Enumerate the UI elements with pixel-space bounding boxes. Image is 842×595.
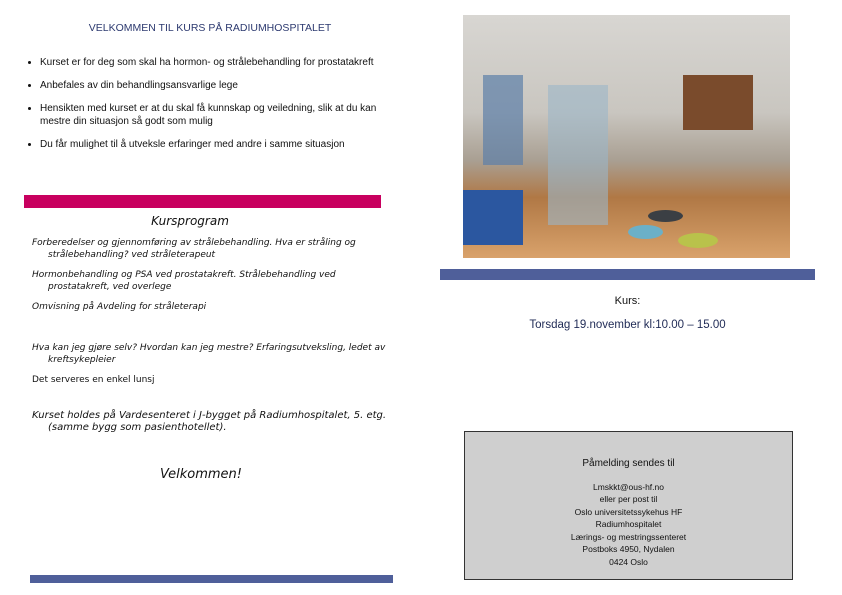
registration-heading: Påmelding sendes til	[582, 458, 675, 469]
program-item: Omvisning på Avdeling for stråleterapi	[32, 302, 207, 312]
registration-line: Postboks 4950, Nydalen	[582, 544, 675, 554]
registration-line: 0424 Oslo	[609, 556, 648, 567]
divider-bar	[440, 269, 815, 280]
program-item: Hva kan jeg gjøre selv? Hvordan kan jeg mestre? Erfaringsutveksling, ledet av kreftsykepleier	[32, 343, 386, 365]
registration-line: Lærings- og mestringssenteret	[570, 531, 687, 542]
page-title: VELKOMMEN TIL KURS PÅ RADIUMHOSPITALET	[88, 22, 332, 34]
bullet: • Du får mulighet til å utveksle erfaringer med andre i samme situasjon	[40, 138, 390, 151]
program-item: Hormonbehandling og PSA ved prostatakreft. Strålebehandling ved prostatakreft, ved overlege	[32, 270, 336, 292]
course-date: Torsdag 19.november kl:10.00 – 15.00	[529, 319, 726, 331]
registration-line: Radiumhospitalet	[595, 519, 662, 529]
bullet: • Hensikten med kurset er at du skal få kunnskap og veiledning, slik at du kan mestre din situasjon så godt som mulig	[40, 102, 390, 128]
registration-box	[464, 431, 793, 580]
bullet: • Kurset er for deg som skal ha hormon- og strålebehandling for prostatakreft	[40, 56, 390, 69]
bullet: • Anbefales av din behandlingsansvarlige lege	[40, 79, 390, 92]
course-label: Kurs:	[614, 295, 641, 307]
registration-line: Oslo universitetssykehus HF	[574, 506, 683, 517]
registration-email: Lmskkt@ous-hf.no	[593, 481, 664, 492]
intro-bullets	[28, 56, 390, 161]
lobby-photo	[463, 15, 790, 258]
registration-line: eller per post til	[599, 494, 658, 504]
divider-bar	[30, 575, 393, 583]
location-text: Kurset holdes på Vardesenteret i J-bygget på Radiumhospitalet, 5. etg. (samme bygg som pasienthotellet).	[32, 410, 387, 433]
program-heading: Kursprogram	[151, 214, 229, 228]
program-item: Det serveres en enkel lunsj	[32, 375, 155, 385]
program-item: Forberedelser og gjennomføring av strålebehandling. Hva er stråling og strålebehandling? ved stråleterapeut	[32, 238, 356, 260]
welcome-text: Velkommen!	[160, 467, 242, 482]
divider-bar	[24, 195, 381, 208]
